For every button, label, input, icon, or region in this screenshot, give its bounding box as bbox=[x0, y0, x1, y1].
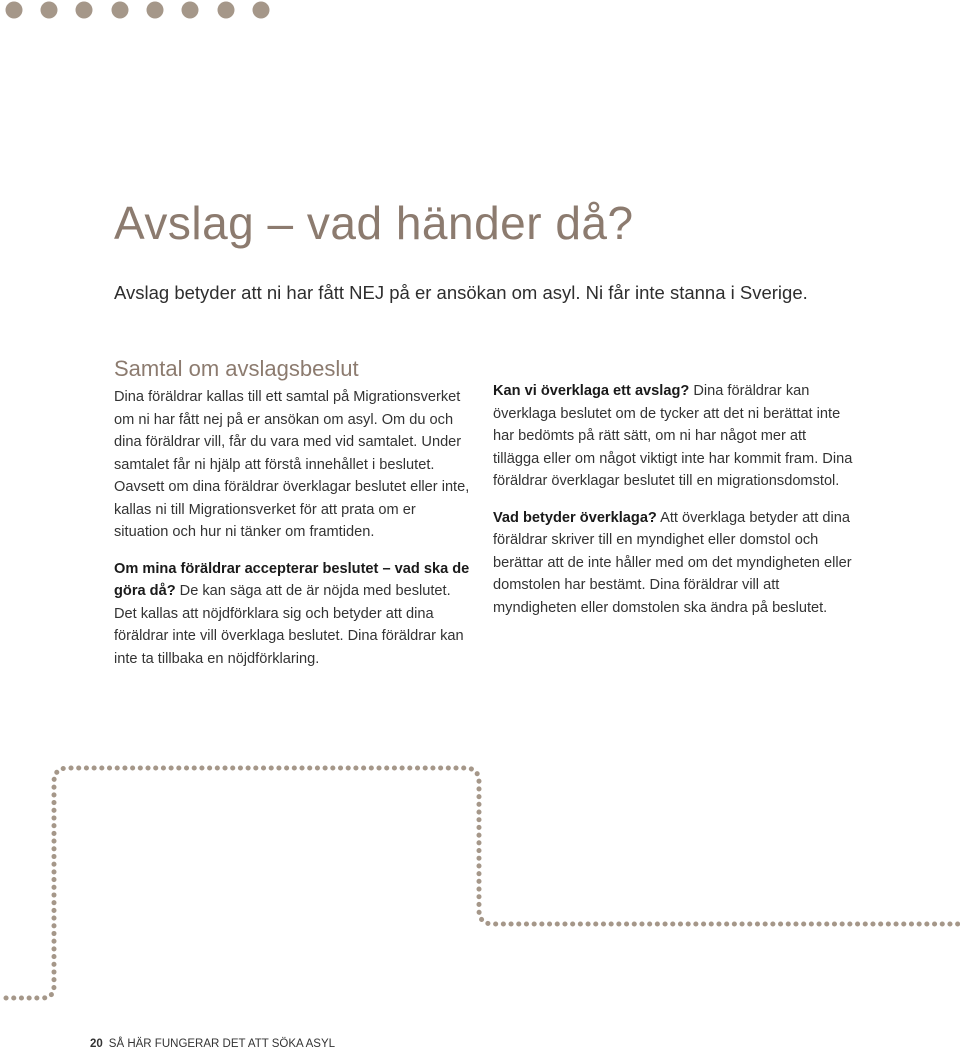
faq-appeal bbox=[493, 380, 853, 493]
faq-accept bbox=[114, 558, 474, 671]
decorative-dots-top bbox=[0, 0, 300, 24]
section-heading: Samtal om avslagsbeslut bbox=[114, 356, 359, 381]
faq-accept-question: Om mina föräldrar accepterar beslutet – vad ska de göra då? bbox=[114, 560, 470, 599]
faq-meaning bbox=[493, 507, 853, 620]
right-column bbox=[493, 380, 853, 619]
section-paragraph: Dina föräldrar kallas till ett samtal på Migrationsverket om ni har fått nej på er ansökan om asyl. Om du och dina föräldrar vill, får du vara med vid samtalet. Under samtalet får ni hjälp att förstå innehållet i beslutet. Oavsett om dina föräldrar överklagar beslutet eller inte, kallas ni till Migrationsverket för att prata om er situation och hur ni tänker om framtiden. bbox=[114, 389, 470, 540]
decorative-dotted-frame bbox=[0, 760, 960, 1010]
faq-appeal-answer: Dina föräldrar kan överklaga beslutet om de tycker att det ni berättat inte har bedömts på rätt sätt, om ni har något mer att tillägga eller om något viktigt inte har kommit fram. Dina föräldrar överklagar beslutet till en migrationsdomstol. bbox=[493, 383, 853, 489]
faq-meaning-question: Vad betyder överklaga? bbox=[493, 509, 657, 526]
running-title: SÅ HÄR FUNGERAR DET ATT SÖKA ASYL bbox=[108, 1038, 336, 1050]
page-footer bbox=[90, 1038, 335, 1050]
faq-appeal-question: Kan vi överklaga ett avslag? bbox=[493, 383, 690, 399]
page-number: 20 bbox=[90, 1038, 103, 1050]
faq-accept-answer: De kan säga att de är nöjda med beslutet. Det kallas att nöjdförklara sig och betyder att dina föräldrar inte vill överklaga beslutet. Dina föräldrar kan inte ta tillbaka en nöjdförklaring. bbox=[114, 583, 464, 667]
page-title: Avslag – vad händer då? bbox=[114, 197, 634, 249]
faq-meaning-answer: Att överklaga betyder att dina föräldrar skriver till en myndighet eller domstol och berättar att de inte håller med om det myndigheten eller domstolen har bestämt. Dina föräldrar vill att myndigheten eller domstolen ska ändra på beslutet. bbox=[493, 509, 852, 616]
lead-text: Avslag betyder att ni har fått NEJ på er ansökan om asyl. Ni får inte stanna i Sverige. bbox=[114, 282, 808, 303]
left-column bbox=[114, 356, 474, 670]
